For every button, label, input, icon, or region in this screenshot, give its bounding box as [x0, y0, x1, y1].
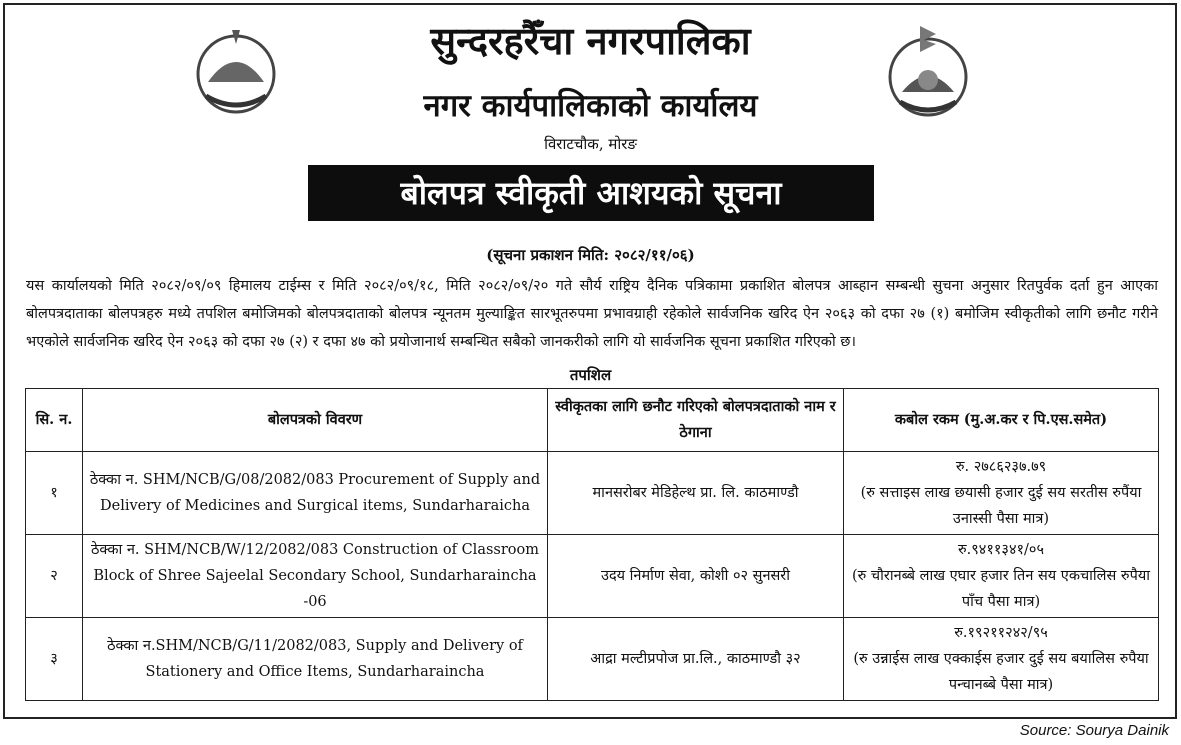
- amount-figure: रु. २७८६२३७.७९: [955, 459, 1047, 475]
- office-name: नगर कार्यपालिकाको कार्यालय: [423, 88, 758, 124]
- municipality-name: सुन्दरहरैँचा नगरपालिका: [430, 18, 751, 63]
- header-description: बोलपत्रको विवरण: [83, 389, 548, 452]
- cell-bidder: मानसरोबर मेडिहेल्थ प्रा. लि. काठमाण्डौ: [548, 452, 844, 535]
- cell-description: ठेक्का न. SHM/NCB/G/08/2082/083 Procurement of Supply and Delivery of Medicines and Surgical items, Sundarharaicha: [83, 452, 548, 535]
- header-amount: कबोल रकम (मु.अ.कर र पि.एस.समेत): [844, 389, 1159, 452]
- cell-amount: [844, 452, 1159, 535]
- header-bidder: स्वीकृतका लागि छनौट गरिएको बोलपत्रदाताको नाम र ठेगाना: [548, 389, 844, 452]
- office-location: विराटचौक, मोरङ: [544, 135, 637, 153]
- amount-figure: रु.९४११३४१/०५: [957, 542, 1045, 558]
- header-sn: सि. न.: [26, 389, 83, 452]
- amount-words: (रु उन्नाईस लाख एक्काईस हजार दुई सय बयालिस रुपैया पन्चानब्बे पैसा मात्र): [853, 651, 1149, 693]
- bid-table: [25, 388, 1159, 701]
- schedule-label: तपशिल: [569, 366, 612, 384]
- table-row: [26, 535, 1159, 618]
- cell-sn: २: [26, 535, 83, 618]
- amount-words: (रु सत्ताइस लाख छयासी हजार दुई सय सरतीस रुपैंया उनास्सी पैसा मात्र): [860, 485, 1142, 527]
- cell-amount: [844, 618, 1159, 701]
- cell-description: ठेक्का न. SHM/NCB/W/12/2082/083 Construction of Classroom Block of Shree Sajeelal Secondary School, Sundarharaincha -06: [83, 535, 548, 618]
- notice-title-banner: बोलपत्र स्वीकृती आशयको सूचना: [308, 165, 874, 221]
- cell-sn: ३: [26, 618, 83, 701]
- cell-sn: १: [26, 452, 83, 535]
- table-row: [26, 618, 1159, 701]
- notice-paragraph: यस कार्यालयको मिति २०८२/०९/०९ हिमालय टाईम्स र मिति २०८२/०९/१८, मिति २०८२/०९/२० गते सौर्य राष्ट्रिय दैनिक पत्रिकामा प्रकाशित बोलपत्र आब्हान सम्बन्धी सुचना अनुसार रितपुर्वक दर्ता हुन आएका बोलपत्रदाताका बोलपत्रहरु मध्ये तपशिल बमोजिमको बोलपत्रदाताको बोलपत्र न्यूनतम मुल्याङ्कित सारभूतरुपमा प्रभावग्राही रहेकोले सार्वजनिक खरिद ऐन २०६३ को दफा २७ (१) बमोजिम स्वीकृतीको लागि छनौट गरीने भएकोले सार्वजनिक खरिद ऐन २०६३ को दफा २७ (२) र दफा ४७ को प्रयोजानार्थ सम्बन्धित सबैको जानकरीको लागि यो सार्वजनिक सूचना प्रकाशित गरिएको छ।: [26, 278, 1158, 350]
- table-row: [26, 452, 1159, 535]
- cell-bidder: आद्रा मल्टीप्रपोज प्रा.लि., काठमाण्डौ ३२: [548, 618, 844, 701]
- cell-bidder: उदय निर्माण सेवा, कोशी ०२ सुनसरी: [548, 535, 844, 618]
- table-header-row: [26, 389, 1159, 452]
- amount-words: (रु चौरानब्बे लाख एघार हजार तिन सय एकचालिस रुपैया पाँच पैसा मात्र): [851, 568, 1150, 610]
- publish-date: (सूचना प्रकाशन मिति: २०८२/११/०६): [486, 246, 695, 264]
- source-credit: Source: Sourya Dainik: [1019, 722, 1169, 739]
- cell-description: ठेक्का न.SHM/NCB/G/11/2082/083, Supply and Delivery of Stationery and Office Items, Sundarharaincha: [83, 618, 548, 701]
- cell-amount: [844, 535, 1159, 618]
- amount-figure: रु.१९२११२४२/९५: [954, 625, 1048, 641]
